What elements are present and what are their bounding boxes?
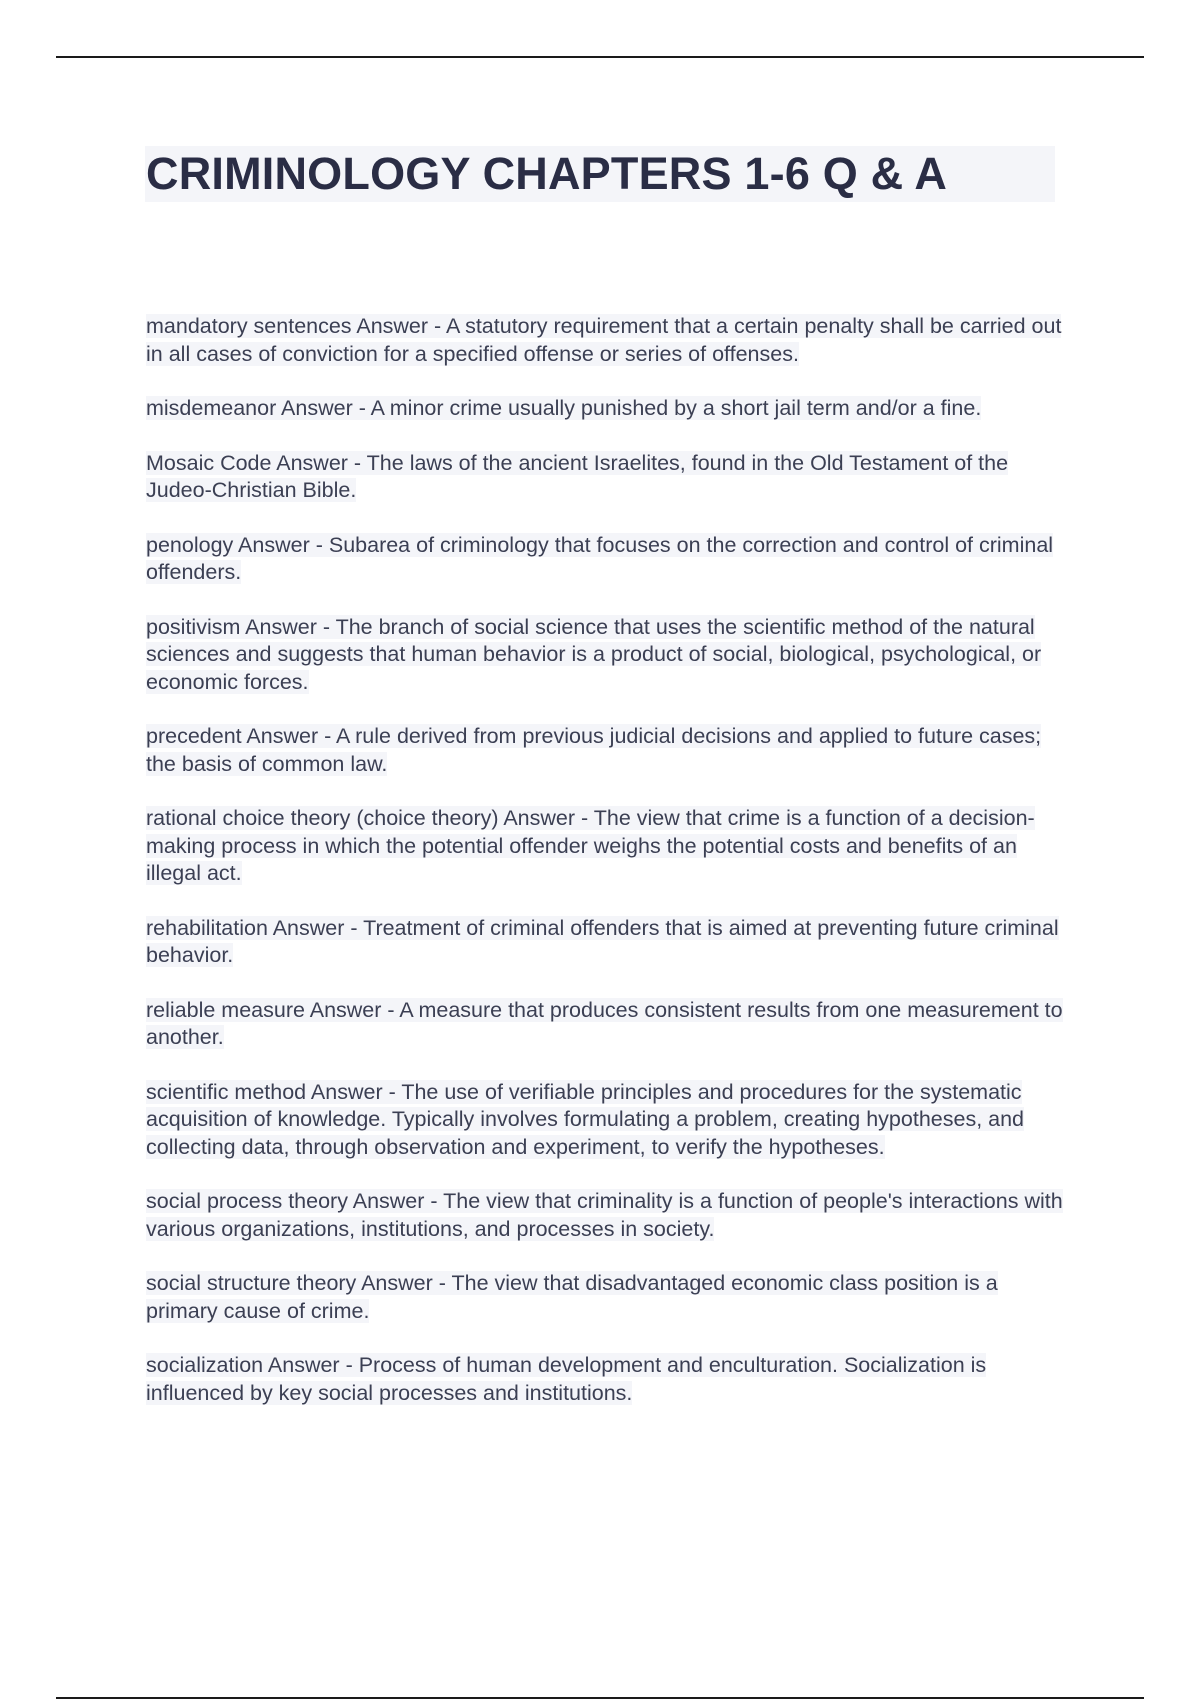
qa-entry xyxy=(146,395,1066,423)
qa-entry-text: rational choice theory (choice theory) Answer - The view that crime is a function of a decision-making process in which the potential offender weighs the potential costs and benefits of an illegal act. xyxy=(146,806,1035,885)
qa-entry xyxy=(146,1188,1066,1243)
qa-entry-text: penology Answer - Subarea of criminology that focuses on the correction and control of criminal offenders. xyxy=(146,532,1054,584)
qa-entry xyxy=(146,614,1066,697)
qa-entry-text: rehabilitation Answer - Treatment of criminal offenders that is aimed at preventing future criminal behavior. xyxy=(146,915,1059,967)
qa-entry xyxy=(146,1352,1066,1407)
qa-entry-text: social structure theory Answer - The view that disadvantaged economic class position is a primary cause of crime. xyxy=(146,1271,998,1323)
qa-entry xyxy=(146,1079,1066,1162)
qa-entry xyxy=(146,723,1066,778)
qa-entry xyxy=(146,313,1066,368)
qa-entry-text: misdemeanor Answer - A minor crime usually punished by a short jail term and/or a fine. xyxy=(146,396,982,420)
qa-entry xyxy=(146,532,1066,587)
qa-entry-text: socialization Answer - Process of human development and enculturation. Socialization is influenced by key social processes and institutions. xyxy=(146,1353,987,1405)
qa-entry xyxy=(146,915,1066,970)
qa-entry-text: precedent Answer - A rule derived from previous judicial decisions and applied to future cases; the basis of common law. xyxy=(146,724,1042,776)
qa-entry-text: social process theory Answer - The view that criminality is a function of people's interactions with various organizations, institutions, and processes in society. xyxy=(146,1189,1063,1241)
qa-entry-text: Mosaic Code Answer - The laws of the ancient Israelites, found in the Old Testament of the Judeo-Christian Bible. xyxy=(146,450,1009,502)
qa-entry-text: positivism Answer - The branch of social science that uses the scientific method of the natural sciences and suggests that human behavior is a product of social, biological, psychological, or economic forces. xyxy=(146,614,1042,694)
qa-entry xyxy=(146,1270,1066,1325)
document-title: CRIMINOLOGY CHAPTERS 1-6 Q & A xyxy=(146,148,948,199)
qa-entry xyxy=(146,450,1066,505)
qa-entry-text: scientific method Answer - The use of verifiable principles and procedures for the systematic acquisition of knowledge. Typically involves formulating a problem, creating hypotheses, and collecting data, through observation and experiment, to verify the hypotheses. xyxy=(146,1079,1025,1159)
qa-entry xyxy=(146,805,1066,888)
qa-entry-text: reliable measure Answer - A measure that produces consistent results from one measurement to another. xyxy=(146,997,1063,1049)
qa-entry-text: mandatory sentences Answer - A statutory requirement that a certain penalty shall be carried out in all cases of conviction for a specified offense or series of offenses. xyxy=(146,314,1062,366)
top-rule xyxy=(56,56,1144,58)
qa-list xyxy=(146,313,1066,1434)
bottom-rule xyxy=(56,1697,1144,1699)
qa-entry xyxy=(146,997,1066,1052)
